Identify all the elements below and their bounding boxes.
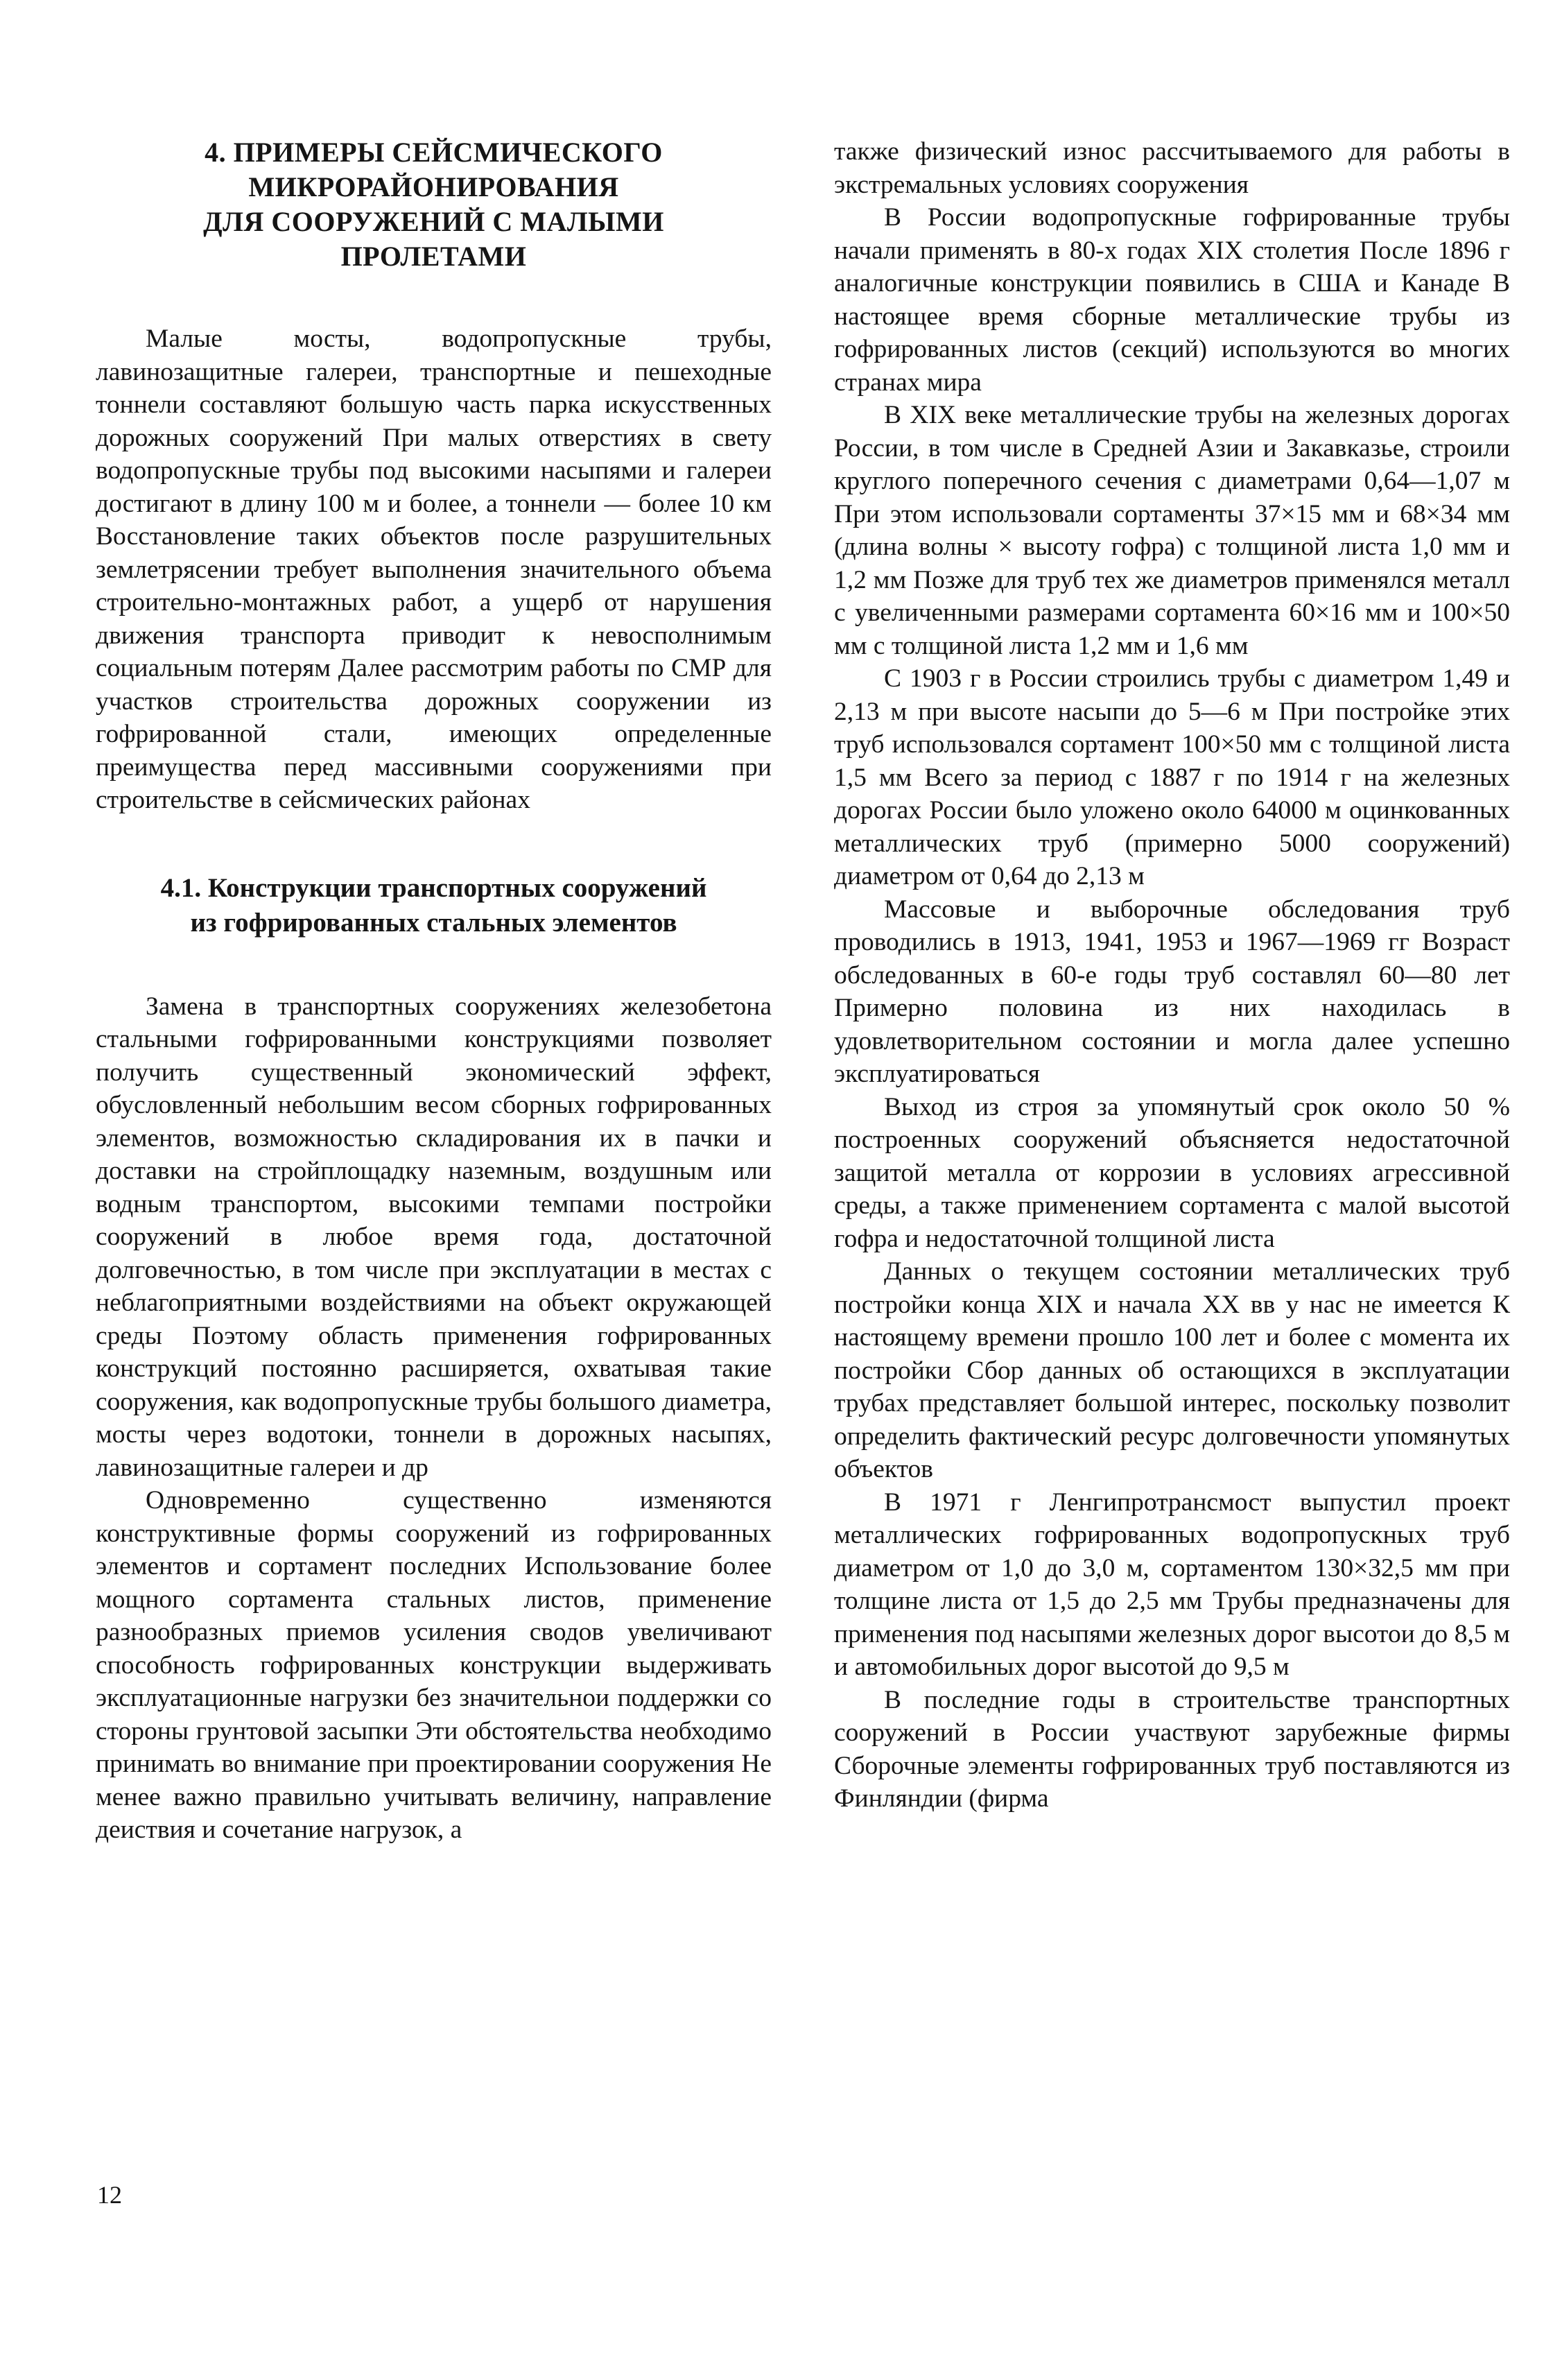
body-paragraph: Одновременно существенно изменяются конструктивные формы сооружений из гофрированных элементов и сортамент последних Использование более мощного сортамента стальных листов, применение разнообразных приемов усиления сводов увеличивают способность гофрированных конструкции выдерживать эксплуатационные нагрузки без значительнои поддержки со стороны грунтовой засыпки Эти обстоятельства необходимо принимать во внимание при проектировании сооружения Не менее важно правильно учитывать величину, направление деиствия и сочетание нагрузок, а [96, 1486, 772, 1844]
body-paragraph: В России водопропускные гофрированные трубы начали применять в 80-х годах XIX столетия После 1896 г аналогичные конструкции появились в США и Канаде В настоящее время сборные металлические трубы из гофрированных листов (секций) используются во многих странах мира [834, 203, 1510, 397]
chapter-title [116, 135, 751, 274]
right-column [834, 135, 1510, 1816]
body-paragraph: Замена в транспортных сооружениях железобетона стальными гофрированными конструкциями позволяет получить существенный экономический эффект, обусловленный небольшим весом сборных гофрированных элементов, возможностью складирования их в пачки и доставки на стройплощадку наземным, воздушным или водным транспортом, высокими темпами постройки сооружений в любое время года, достаточной долговечностью, в том числе при эксплуатации в местах с неблагоприятными воздействиями на объект окружающей среды Поэтому область применения гофрированных конструкций постоянно расширяется, охватывая такие сооружения, как водопропускные трубы большого диаметра, мосты через водотоки, тоннели в дорожных насыпях, лавинозащитные галереи и др [96, 992, 772, 1482]
body-paragraph: В 1971 г Ленгипротрансмост выпустил проект металлических гофрированных водопропускных труб диаметром от 1,0 до 3,0 м, сортаментом 130×32,5 мм при толщине листа от 1,5 до 2,5 мм Трубы предназначены для применения под насыпями железных дорог высотои до 8,5 м и автомобильных дорог высотой до 9,5 м [834, 1488, 1510, 1681]
body-paragraph: В последние годы в строительстве транспортных сооружений в России участвуют зарубежные фирмы Сборочные элементы гофрированных труб поставляются из Финляндии (фирма [834, 1685, 1510, 1813]
chapter-title-line: 4. ПРИМЕРЫ СЕЙСМИЧЕСКОГО [205, 137, 663, 168]
continuation-paragraph: также физический износ рассчитываемого для работы в экстремальных условиях сооружения [834, 137, 1510, 199]
chapter-title-line: ДЛЯ СООРУЖЕНИЙ С МАЛЫМИ [203, 206, 664, 237]
body-paragraph: Данных о текущем состоянии металлических труб постройки конца XIX и начала XX вв у нас не имеется К настоящему времени прошло 100 лет и более с момента их постройки Сбор данных об остающихся в эксплуатации трубах представляет большой интерес, поскольку позволит определить фактический ресурс долговечности упомянутых объектов [834, 1257, 1510, 1483]
section-title-line: из гофрированных стальных элементов [190, 907, 677, 938]
section-title-line: 4.1. Конструкции транспортных сооружений [160, 872, 707, 903]
section-title [96, 871, 772, 940]
body-paragraph: В XIX веке металлические трубы на железных дорогах России, в том числе в Средней Азии и Закавказье, строили круглого поперечного сечения с диаметрами 0,64—1,07 м При этом использовали сортаменты 37×15 мм и 68×34 мм (длина волны × высоту гофра) с толщиной листа 1,0 мм и 1,2 мм Позже для труб тех же диаметров применялся металл с увеличенными размерами сортамента 60×16 мм и 100×50 мм с толщиной листа 1,2 мм и 1,6 мм [834, 401, 1510, 660]
chapter-title-line: МИКРОРАЙОНИРОВАНИЯ [248, 171, 619, 202]
left-column [96, 135, 772, 1847]
intro-paragraph: Малые мосты, водопропускные трубы, лавинозащитные галереи, транспортные и пешеходные тоннели составляют большую часть парка искусственных дорожных сооружений При малых отверстиях в свету водопропускные трубы под высокими насыпями и галереи достигают в длину 100 м и более, а тоннели — более 10 км Восстановление таких объектов после разрушительных землетрясении требует выполнения значительного объема строительно-монтажных работ, а ущерб от нарушения движения транспорта приводит к невосполнимым социальным потерям Далее рассмотрим работы по СМР для участков строительства дорожных сооружении из гофрированной стали, имеющих определенные преимущества перед массивными сооружениями при строительстве в сейсмических районах [96, 325, 772, 814]
body-paragraph: С 1903 г в России строились трубы с диаметром 1,49 и 2,13 м при высоте насыпи до 5—6 м При постройке этих труб использовался сортамент 100×50 мм с толщиной листа 1,5 мм Всего за период с 1887 г по 1914 г на железных дорогах России было уложено около 64000 м оцинкованных металлических труб (примерно 5000 сооружений) диаметром от 0,64 до 2,13 м [834, 664, 1510, 890]
body-paragraph: Выход из строя за упомянутый срок около 50 % построенных сооружений объясняется недостаточной защитой металла от коррозии в условиях агрессивной среды, а также применением сортамента с малой высотой гофра и недостаточной толщиной листа [834, 1092, 1510, 1253]
page-number: 12 [97, 2181, 122, 2209]
body-paragraph: Массовые и выборочные обследования труб проводились в 1913, 1941, 1953 и 1967—1969 гг Возраст обследованных в 60-е годы труб составлял 60—80 лет Примерно половина из них находилась в удовлетворительном состоянии и могла далее успешно эксплуатироваться [834, 895, 1510, 1088]
chapter-title-line: ПРОЛЕТАМИ [340, 241, 527, 272]
